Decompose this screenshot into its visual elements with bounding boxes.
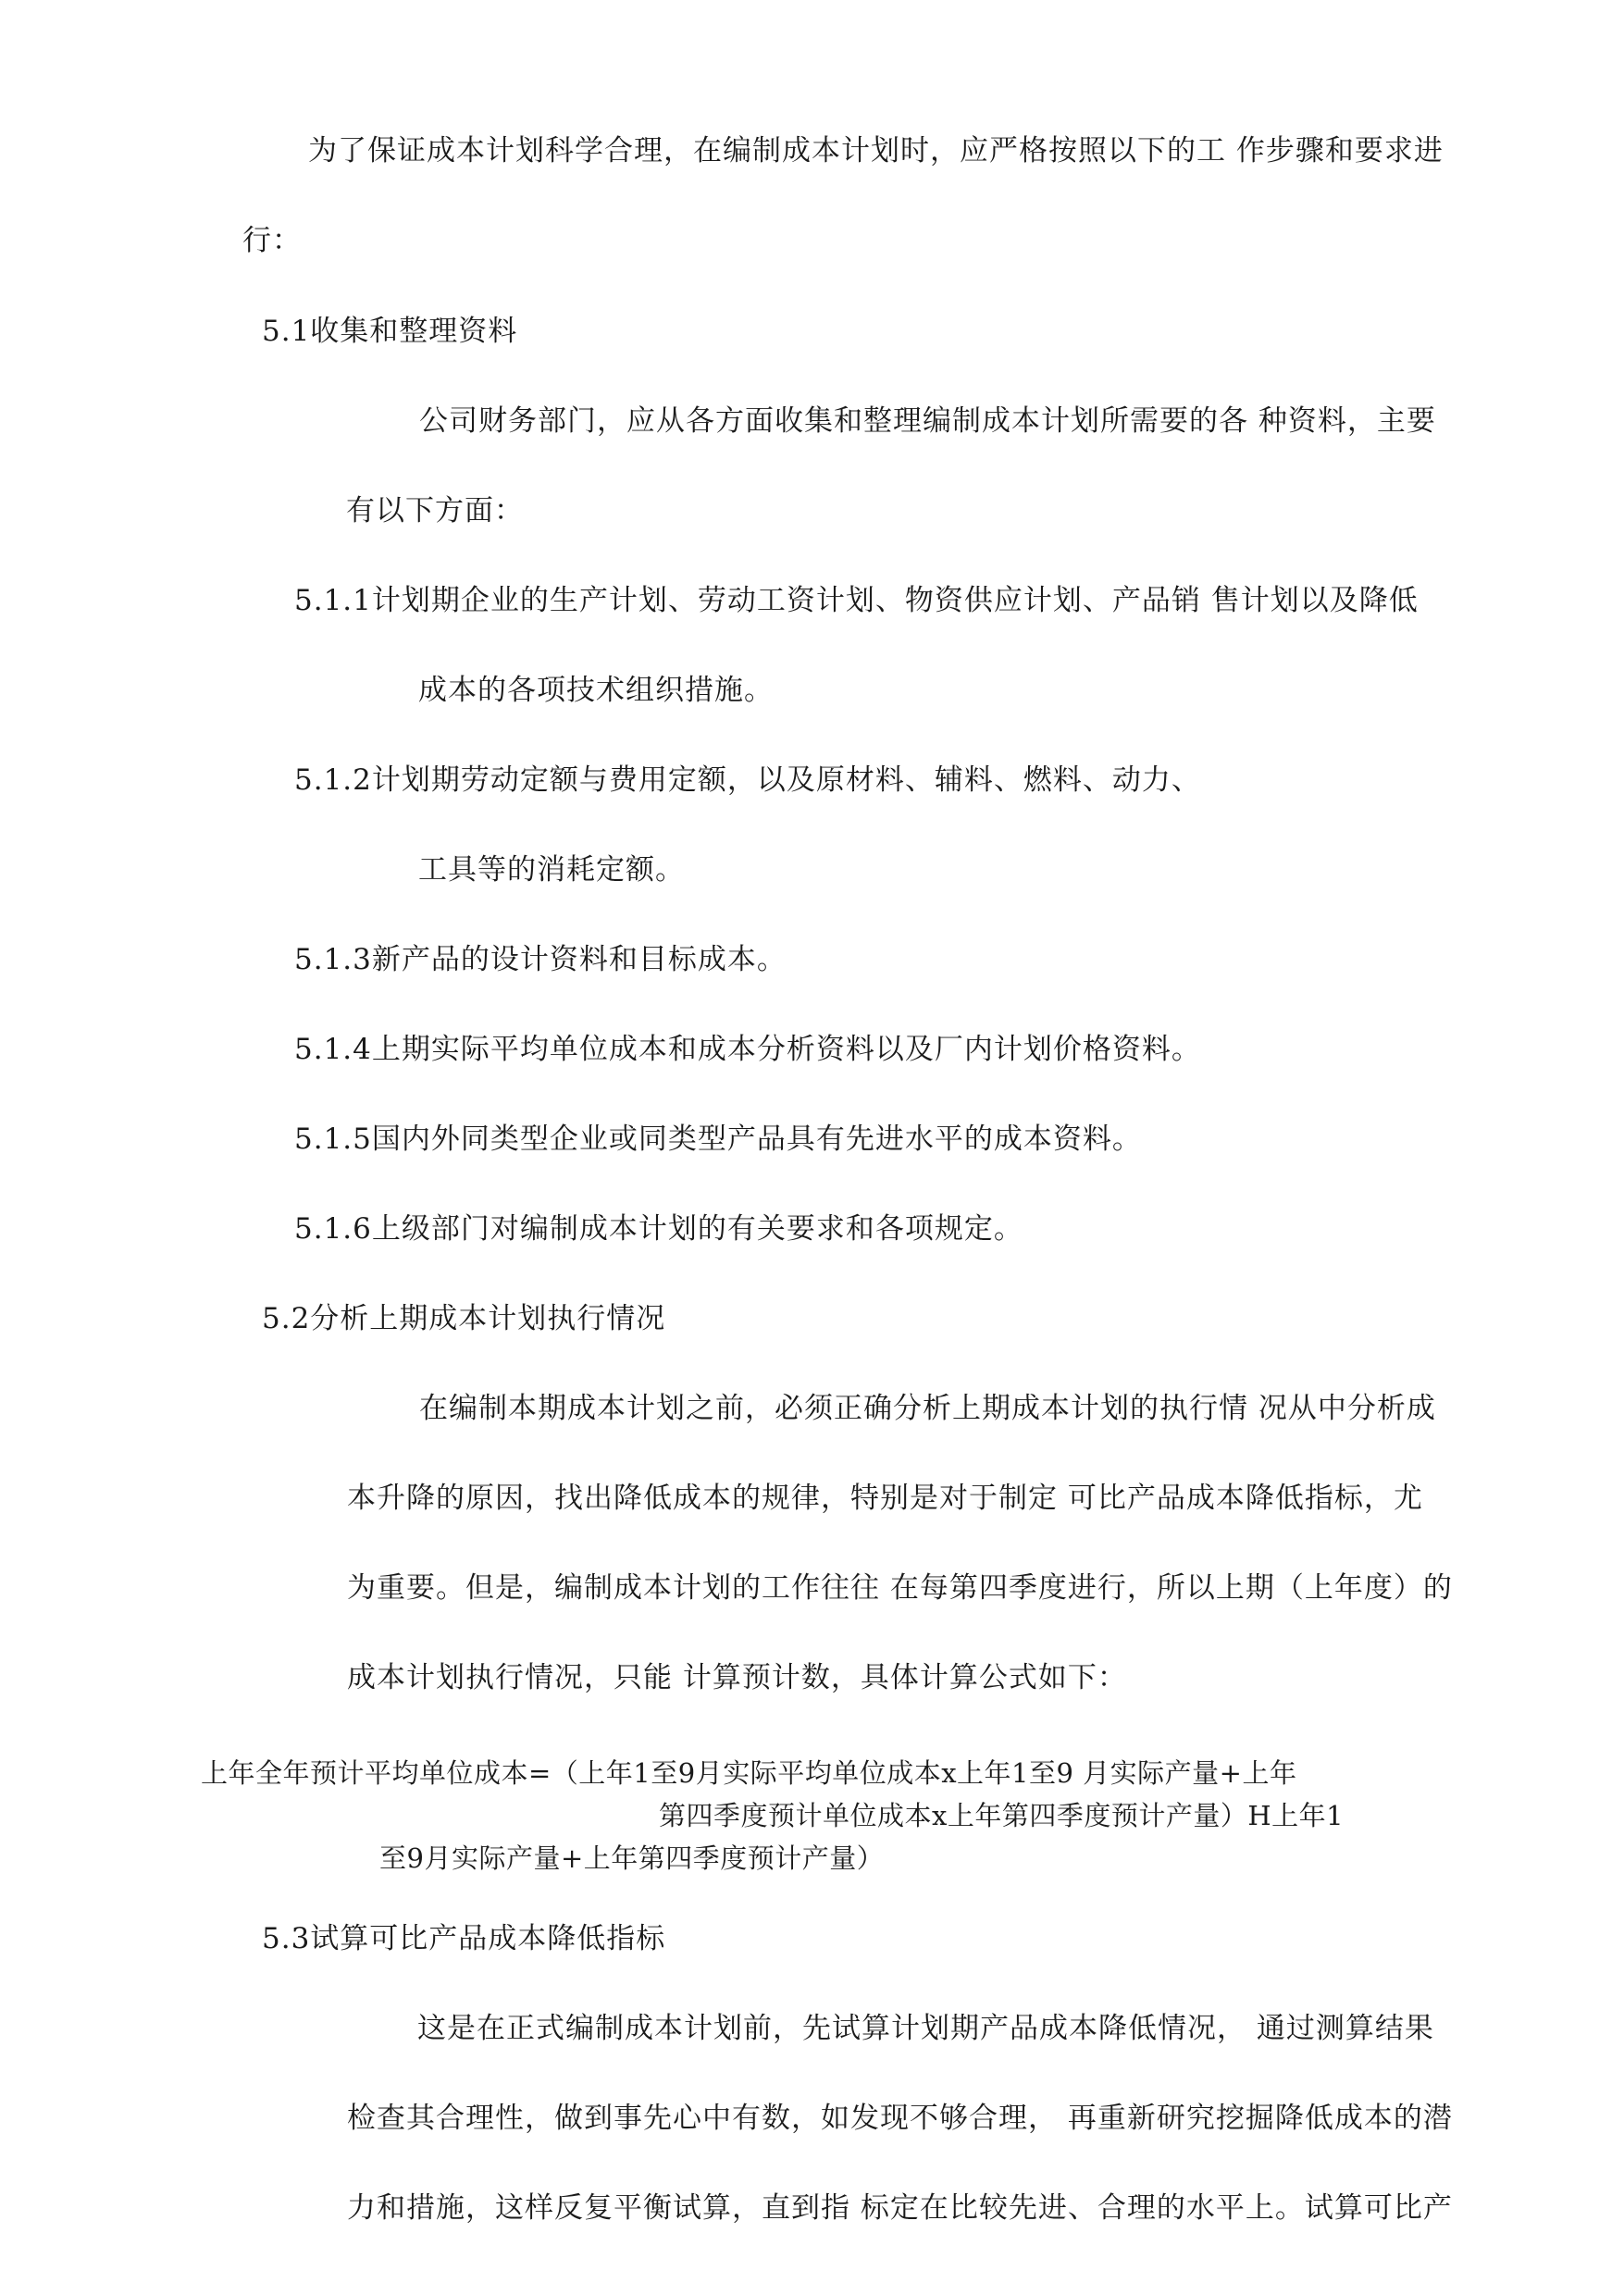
formula-line-2: 第四季度预计单位成本x上年第四季度预计产量）H上年1 [659, 1800, 1345, 1831]
item-5-1-6: 5.1.6上级部门对编制成本计划的有关要求和各项规定。 [294, 1212, 1023, 1246]
item-5-1-2-line-1: 5.1.2计划期劳动定额与费用定额，以及原材料、辅料、燃料、动力、 [294, 763, 1201, 797]
item-5-1-1-line-1: 5.1.1计划期企业的生产计划、劳动工资计划、物资供应计划、产品销 售计划以及降低 [294, 584, 1419, 617]
section-5-3-para-line-2: 检查其合理性，做到事先心中有数，如发现不够合理， 再重新研究挖掘降低成本的潜 [347, 2102, 1453, 2135]
section-5-3-heading: 5.3试算可比产品成本降低指标 [262, 1922, 666, 1955]
item-5-1-2-line-2: 工具等的消耗定额。 [418, 853, 685, 887]
section-5-3-para-line-3: 力和措施，这样反复平衡试算，直到指 标定在比较先进、合理的水平上。试算可比产 [347, 2191, 1453, 2225]
section-5-2-para-line-3: 为重要。但是，编制成本计划的工作往往 在每第四季度进行，所以上期（上年度）的 [347, 1571, 1453, 1605]
section-5-1-heading: 5.1收集和整理资料 [262, 315, 518, 348]
section-5-2-heading: 5.2分析上期成本计划执行情况 [262, 1302, 666, 1335]
intro-line-2: 行： [242, 224, 302, 257]
item-5-1-3: 5.1.3新产品的设计资料和目标成本。 [294, 943, 787, 976]
formula-line-3: 至9月实际产量+上年第四季度预计产量） [379, 1842, 885, 1874]
formula-line-1: 上年全年预计平均单位成本=（上年1至9月实际平均单位成本x上年1至9 月实际产量+上年 [201, 1757, 1297, 1789]
section-5-1-para-line-2: 有以下方面： [346, 494, 524, 527]
section-5-3-para-line-1: 这是在正式编制成本计划前，先试算计划期产品成本降低情况， 通过测算结果 [417, 2012, 1434, 2045]
item-5-1-5: 5.1.5国内外同类型企业或同类型产品具有先进水平的成本资料。 [294, 1123, 1142, 1156]
section-5-2-para-line-4: 成本计划执行情况，只能 计算预计数，具体计算公式如下： [347, 1661, 1127, 1694]
item-5-1-4: 5.1.4上期实际平均单位成本和成本分析资料以及厂内计划价格资料。 [294, 1033, 1201, 1066]
section-5-2-para-line-2: 本升降的原因，找出降低成本的规律，特别是对于制定 可比产品成本降低指标，尤 [347, 1482, 1423, 1515]
intro-line-1: 为了保证成本计划科学合理，在编制成本计划时，应严格按照以下的工 作步骤和要求进 [308, 134, 1444, 167]
section-5-1-para-line-1: 公司财务部门，应从各方面收集和整理编制成本计划所需要的各 种资料，主要 [419, 404, 1436, 438]
section-5-2-para-line-1: 在编制本期成本计划之前，必须正确分析上期成本计划的执行情 况从中分析成 [419, 1392, 1436, 1425]
item-5-1-1-line-2: 成本的各项技术组织措施。 [418, 674, 774, 707]
